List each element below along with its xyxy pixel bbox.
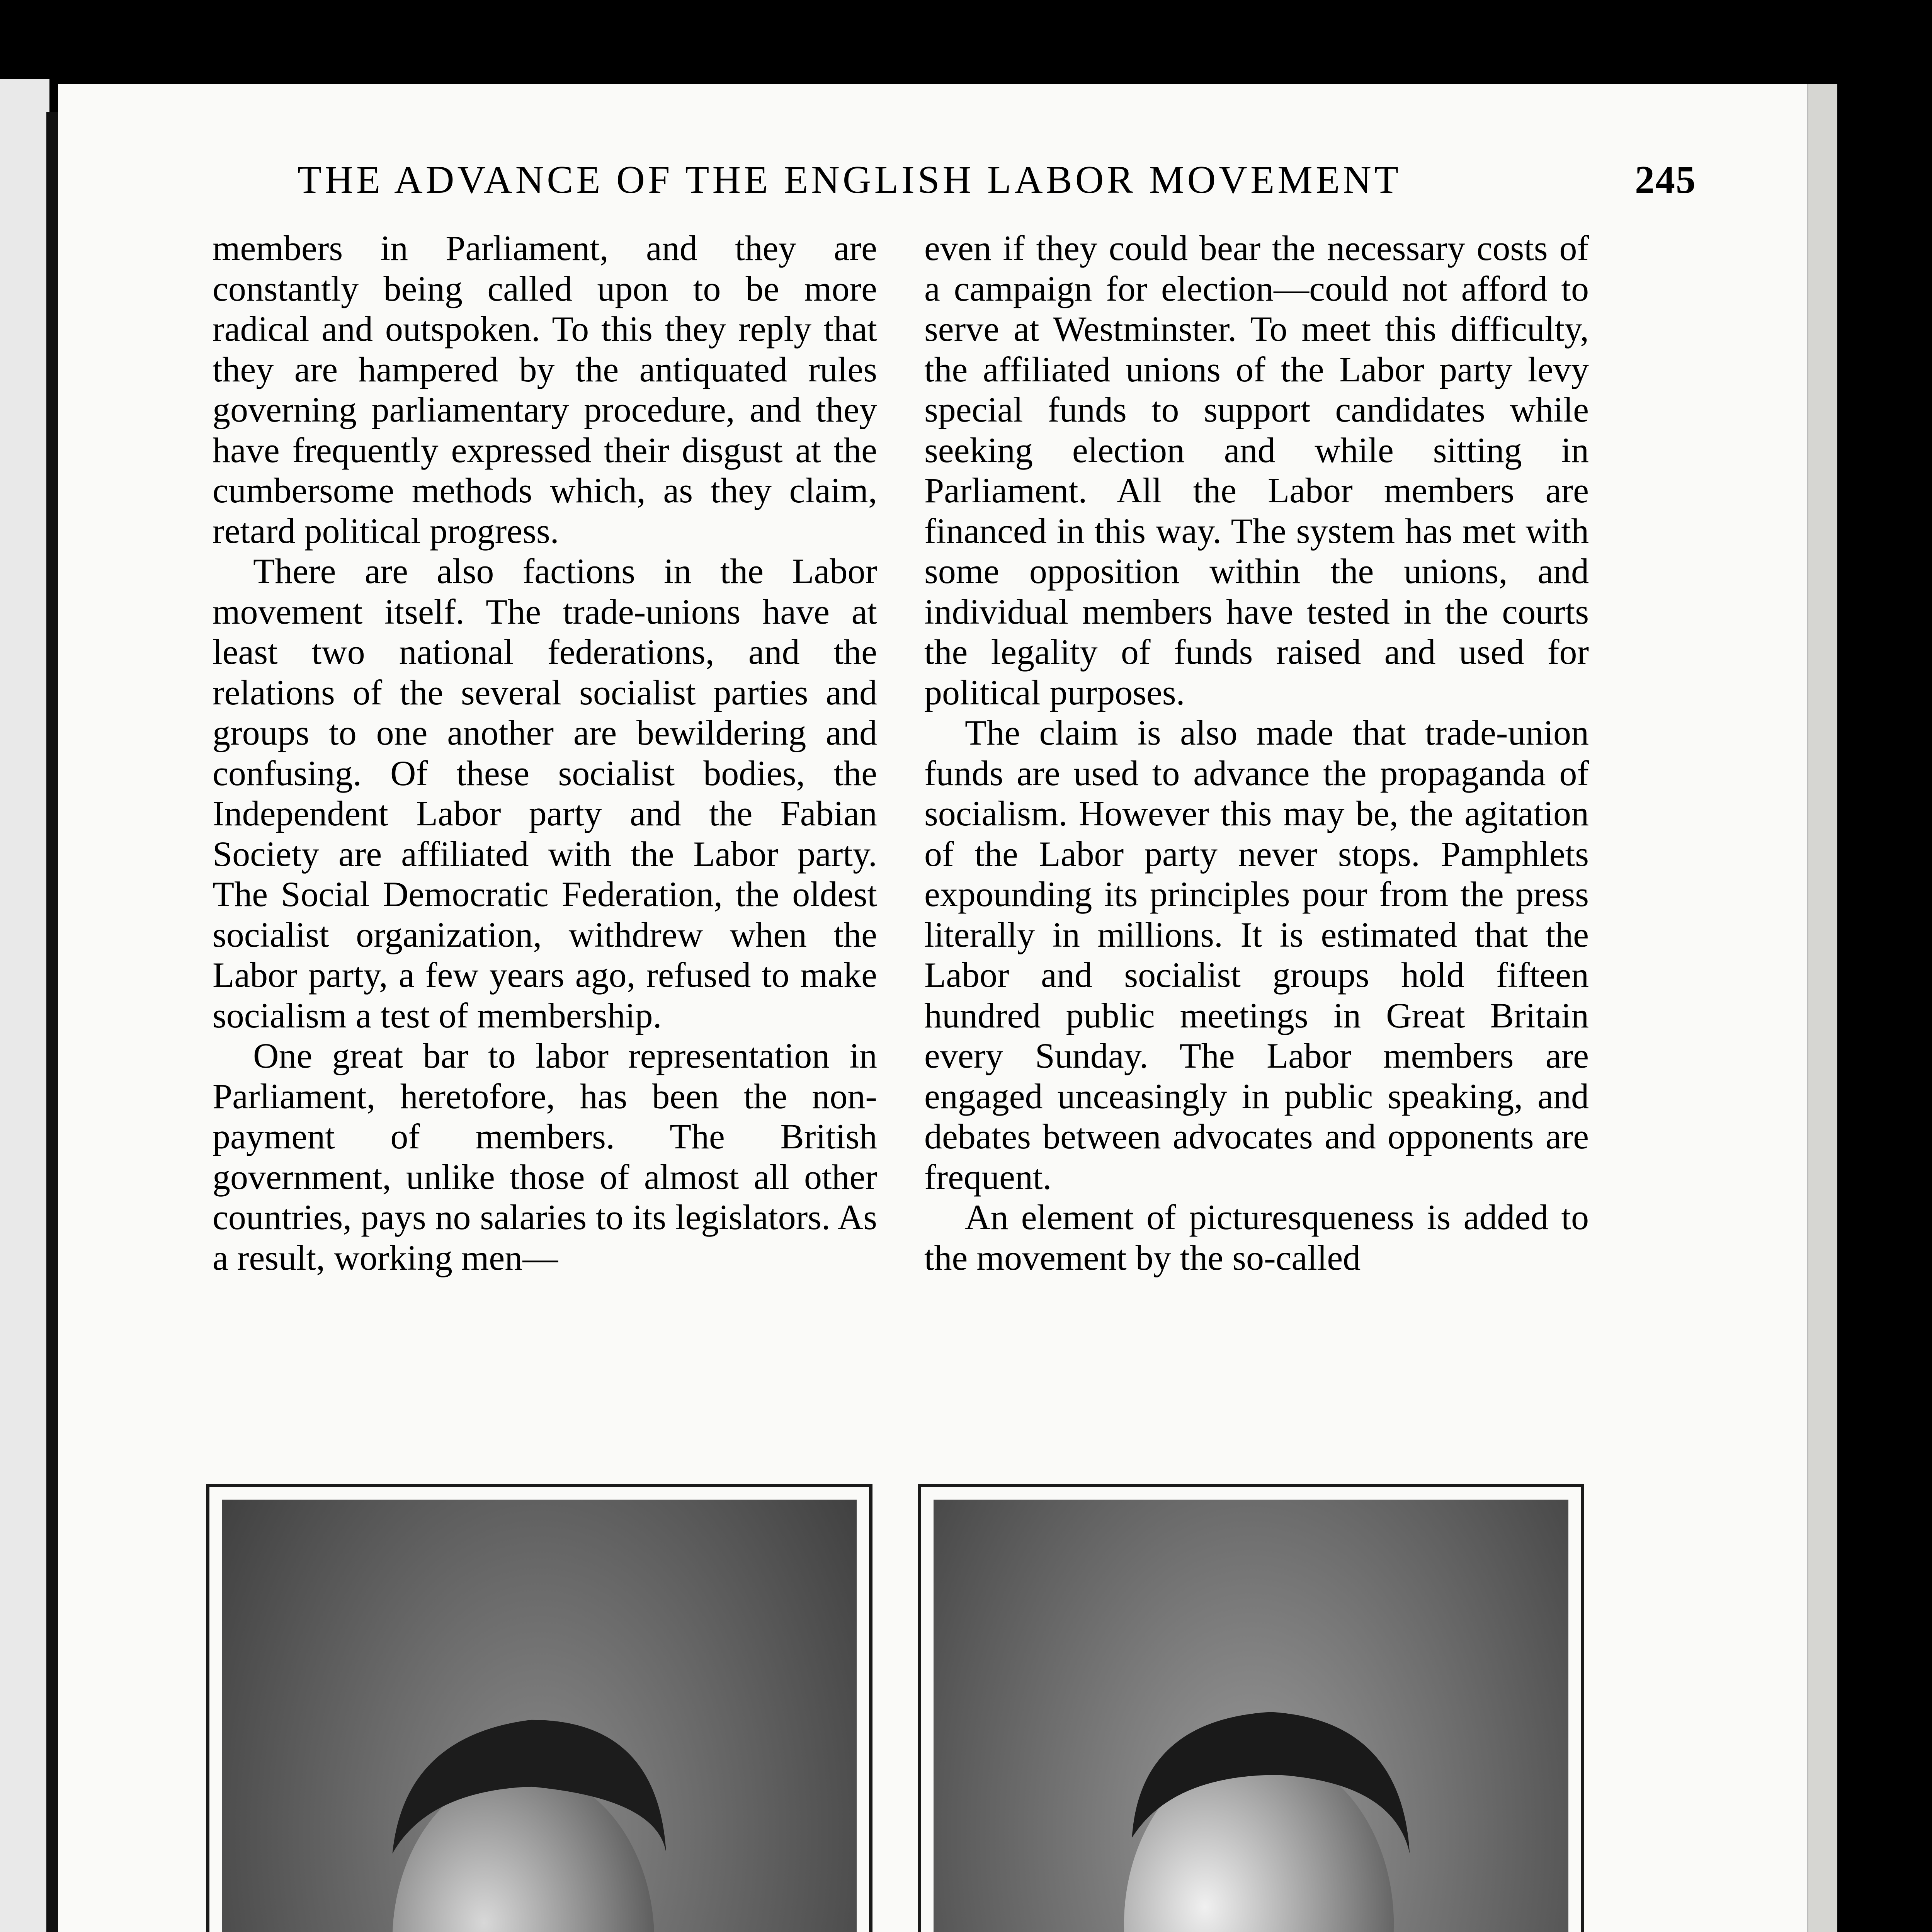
page-right-edge	[1807, 84, 1837, 1932]
portrait-photo	[934, 1500, 1568, 1932]
paragraph: One great bar to labor representation in Parliament, heretofore, has been the non-payment of members. The British government, unlike those of almost all other countries, pays no salaries to its legislators. As a result, working men—	[213, 1036, 877, 1277]
paragraph: members in Parliament, and they are constantly being called upon to be more radical and outspoken. To this they reply that they are hampered by the antiquated rules governing parliamentary procedure, and they have frequently expressed their disgust at the cumbersome methods which, as they claim, retard political progress.	[213, 228, 877, 551]
running-title: THE ADVANCE OF THE ENGLISH LABOR MOVEMENT	[298, 158, 1402, 202]
right-text-column	[924, 228, 1589, 1453]
paragraph: There are also factions in the Labor movement itself. The trade-unions have at least two national federations, and the relations of the several socialist parties and groups to one another are bewildering and confusing. Of these socialist bodies, the Independent Labor party and the Fabian Society are affiliated with the Labor party. The Social Democratic Federation, the oldest socialist organization, withdrew when the Labor party, a few years ago, refused to make socialism a test of membership.	[213, 551, 877, 1035]
page-number: 245	[1635, 158, 1696, 202]
running-header	[298, 149, 1696, 211]
paragraph: An element of picturesqueness is added to the movement by the so-called	[924, 1197, 1589, 1277]
portrait-will-crooks	[206, 1484, 872, 1932]
facing-page-edge	[0, 79, 49, 1932]
portrait-photo	[222, 1500, 857, 1932]
book-spine-shadow	[46, 112, 60, 1932]
paragraph: even if they could bear the necessary costs of a campaign for election—could not afford to serve at Westminster. To meet this difficulty, the affiliated unions of the Labor party levy special funds to support candidates while seeking election and while sitting in Parliament. All the Labor members are financed in this way. The system has met with some opposition within the unions, and individual members have tested in the courts the legality of funds raised and used for political purposes.	[924, 228, 1589, 712]
portrait-illustration	[934, 1500, 1568, 1932]
paragraph: The claim is also made that trade-union funds are used to advance the propaganda of socialism. However this may be, the agitation of the Labor party never stops. Pamphlets expounding its principles pour from the press literally in millions. It is estimated that the Labor and socialist groups hold fifteen hundred public meetings in Great Britain every Sunday. The Labor members are engaged unceasingly in public speaking, and debates between advocates and opponents are frequent.	[924, 713, 1589, 1197]
left-text-column	[213, 228, 877, 1453]
portrait-illustration	[222, 1500, 857, 1932]
portrait-robert-blatchford	[918, 1484, 1584, 1932]
